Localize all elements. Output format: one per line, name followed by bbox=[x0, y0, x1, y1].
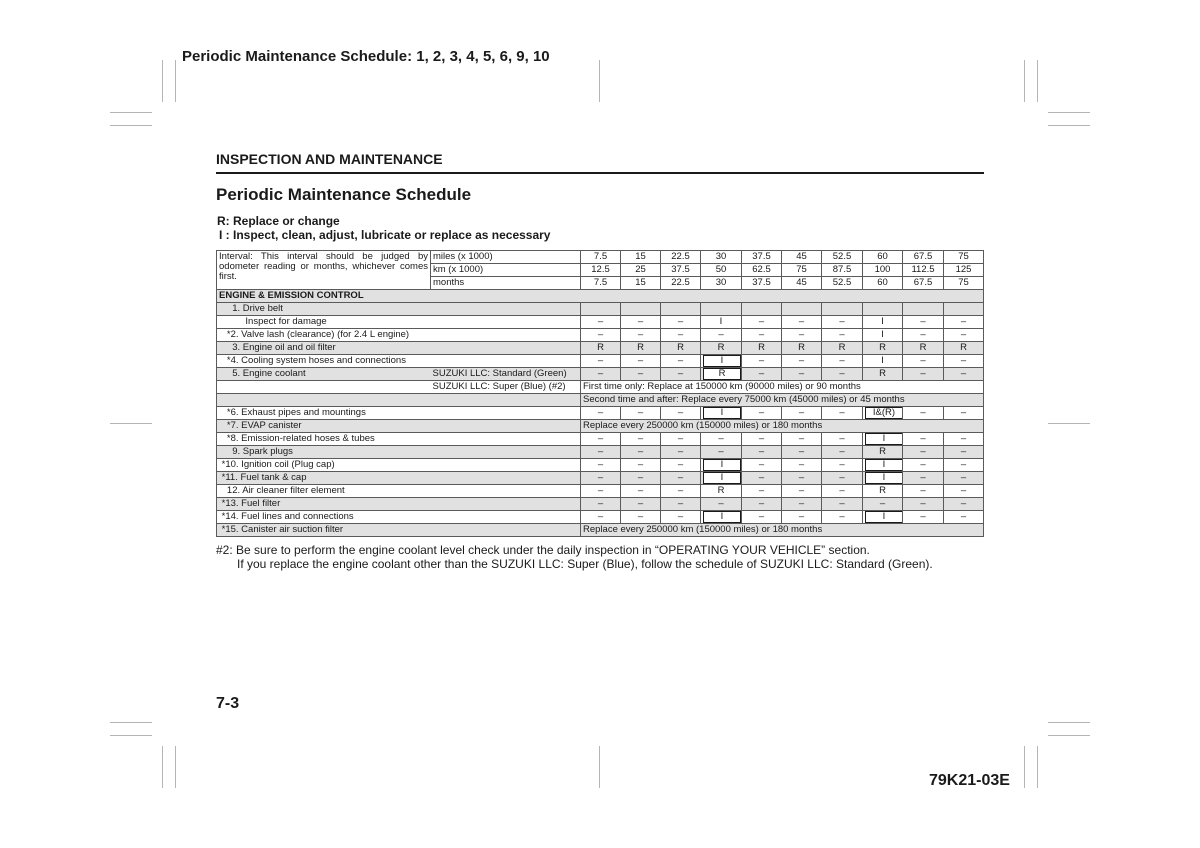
interval-value: 37.5 bbox=[742, 251, 782, 264]
schedule-value: – bbox=[903, 329, 944, 342]
crop-mark bbox=[1048, 722, 1090, 723]
schedule-value: – bbox=[944, 511, 984, 524]
item-subtype bbox=[431, 316, 581, 329]
maintenance-item: *2. Valve lash (clearance) (for 2.4 L engine) bbox=[217, 329, 431, 342]
crop-mark bbox=[162, 60, 163, 102]
schedule-cell bbox=[863, 459, 903, 472]
schedule-value: R bbox=[863, 446, 903, 459]
interval-note: Interval: This interval should be judged by odometer reading or months, whichever comes first. bbox=[217, 251, 431, 290]
schedule-value: – bbox=[661, 485, 701, 498]
schedule-value: – bbox=[944, 498, 984, 511]
schedule-value: R bbox=[661, 342, 701, 355]
schedule-value: – bbox=[621, 407, 661, 420]
schedule-value: – bbox=[661, 407, 701, 420]
item-subtype bbox=[431, 433, 581, 446]
footnote-line: #2: Be sure to perform the engine coolant level check under the daily inspection in “OPERATING YOUR VEHICLE” section. bbox=[216, 543, 870, 557]
interval-value: 100 bbox=[863, 264, 903, 277]
schedule-value: – bbox=[822, 446, 863, 459]
schedule-value: R bbox=[863, 342, 903, 355]
schedule-cell bbox=[863, 472, 903, 485]
schedule-value bbox=[944, 303, 984, 316]
table-row bbox=[217, 485, 984, 498]
maintenance-item: *6. Exhaust pipes and mountings bbox=[217, 407, 431, 420]
schedule-value: – bbox=[701, 433, 742, 446]
schedule-note: Second time and after: Replace every 75000 km (45000 miles) or 45 months bbox=[581, 394, 984, 407]
schedule-value: – bbox=[621, 368, 661, 381]
schedule-value: – bbox=[581, 498, 621, 511]
schedule-value: – bbox=[944, 407, 984, 420]
schedule-value: I bbox=[863, 355, 903, 368]
interval-value: 52.5 bbox=[822, 251, 863, 264]
schedule-value: R bbox=[621, 342, 661, 355]
schedule-value: R bbox=[701, 485, 742, 498]
table-row bbox=[217, 511, 984, 524]
schedule-value: – bbox=[822, 316, 863, 329]
schedule-value: – bbox=[903, 407, 944, 420]
interval-value: 75 bbox=[944, 277, 984, 290]
crop-mark bbox=[110, 722, 152, 723]
interval-value: 22.5 bbox=[661, 251, 701, 264]
schedule-value: – bbox=[581, 433, 621, 446]
crop-mark bbox=[110, 423, 152, 424]
schedule-value: – bbox=[742, 472, 782, 485]
schedule-value: – bbox=[581, 329, 621, 342]
interval-unit: miles (x 1000) bbox=[431, 251, 581, 264]
schedule-value: – bbox=[944, 368, 984, 381]
page-number: 7-3 bbox=[216, 695, 240, 712]
schedule-value: – bbox=[822, 472, 863, 485]
schedule-value: – bbox=[903, 485, 944, 498]
schedule-value: – bbox=[661, 459, 701, 472]
schedule-value: – bbox=[661, 472, 701, 485]
interval-value: 45 bbox=[782, 251, 822, 264]
schedule-value bbox=[822, 303, 863, 316]
item-subtype: SUZUKI LLC: Standard (Green) bbox=[431, 368, 581, 381]
schedule-value: R bbox=[581, 342, 621, 355]
schedule-value: – bbox=[581, 459, 621, 472]
item-subtype bbox=[431, 355, 581, 368]
interval-value: 50 bbox=[701, 264, 742, 277]
interval-value: 7.5 bbox=[581, 251, 621, 264]
item-subtype bbox=[431, 524, 581, 537]
table-row bbox=[217, 394, 984, 407]
crop-mark bbox=[175, 746, 176, 788]
interval-unit: km (x 1000) bbox=[431, 264, 581, 277]
schedule-value: – bbox=[782, 316, 822, 329]
schedule-value: – bbox=[903, 368, 944, 381]
maintenance-item: *8. Emission-related hoses & tubes bbox=[217, 433, 431, 446]
item-subtype bbox=[431, 498, 581, 511]
schedule-value: – bbox=[581, 485, 621, 498]
item-subtype bbox=[431, 329, 581, 342]
crop-mark bbox=[1037, 746, 1038, 788]
schedule-value: – bbox=[581, 368, 621, 381]
schedule-value: – bbox=[903, 433, 944, 446]
interval-value: 75 bbox=[944, 251, 984, 264]
schedule-value: R bbox=[863, 368, 903, 381]
schedule-value: – bbox=[903, 511, 944, 524]
schedule-value: – bbox=[621, 498, 661, 511]
schedule-value: – bbox=[581, 446, 621, 459]
schedule-value: – bbox=[782, 368, 822, 381]
interval-value: 60 bbox=[863, 277, 903, 290]
schedule-value: I bbox=[703, 355, 741, 367]
schedule-value: – bbox=[742, 485, 782, 498]
schedule-value: – bbox=[782, 459, 822, 472]
interval-value: 67.5 bbox=[903, 277, 944, 290]
schedule-value: – bbox=[661, 368, 701, 381]
crop-mark bbox=[1048, 112, 1090, 113]
item-subtype bbox=[431, 342, 581, 355]
schedule-value bbox=[621, 303, 661, 316]
schedule-value: R bbox=[863, 485, 903, 498]
item-subtype bbox=[431, 459, 581, 472]
schedule-value: – bbox=[782, 446, 822, 459]
table-row bbox=[217, 342, 984, 355]
schedule-value: – bbox=[944, 459, 984, 472]
crop-mark bbox=[1037, 60, 1038, 102]
schedule-value: R bbox=[782, 342, 822, 355]
schedule-value: – bbox=[742, 511, 782, 524]
maintenance-item bbox=[217, 394, 431, 407]
schedule-value: – bbox=[581, 472, 621, 485]
maintenance-item: *14. Fuel lines and connections bbox=[217, 511, 431, 524]
maintenance-item: *4. Cooling system hoses and connections bbox=[217, 355, 431, 368]
interval-value: 30 bbox=[701, 251, 742, 264]
schedule-value: I bbox=[865, 511, 903, 523]
schedule-value: – bbox=[621, 355, 661, 368]
schedule-value: – bbox=[782, 407, 822, 420]
section-heading: INSPECTION AND MAINTENANCE bbox=[216, 151, 443, 167]
legend-replace: R: Replace or change bbox=[217, 214, 340, 228]
maintenance-schedule-table bbox=[216, 250, 984, 537]
schedule-value: – bbox=[782, 511, 822, 524]
schedule-value: – bbox=[822, 459, 863, 472]
table-row bbox=[217, 420, 984, 433]
schedule-value: – bbox=[944, 316, 984, 329]
interval-value: 62.5 bbox=[742, 264, 782, 277]
schedule-value: – bbox=[944, 329, 984, 342]
item-subtype: SUZUKI LLC: Super (Blue) (#2) bbox=[431, 381, 581, 394]
schedule-value: – bbox=[661, 511, 701, 524]
schedule-value: – bbox=[903, 355, 944, 368]
item-subtype bbox=[431, 420, 581, 433]
interval-value: 67.5 bbox=[903, 251, 944, 264]
table-row bbox=[217, 498, 984, 511]
crop-mark bbox=[599, 746, 600, 788]
schedule-value: – bbox=[782, 433, 822, 446]
crop-mark bbox=[110, 125, 152, 126]
schedule-cell bbox=[701, 459, 742, 472]
schedule-value: I bbox=[865, 433, 903, 445]
schedule-value: – bbox=[661, 316, 701, 329]
schedule-value: I bbox=[865, 459, 903, 471]
schedule-note: First time only: Replace at 150000 km (90000 miles) or 90 months bbox=[581, 381, 984, 394]
schedule-value: – bbox=[944, 472, 984, 485]
item-subtype bbox=[431, 511, 581, 524]
schedule-value: – bbox=[621, 459, 661, 472]
schedule-value: – bbox=[661, 498, 701, 511]
legend bbox=[217, 214, 550, 242]
schedule-value: – bbox=[581, 407, 621, 420]
schedule-value: R bbox=[701, 342, 742, 355]
schedule-value: I&(R) bbox=[865, 407, 903, 419]
interval-value: 15 bbox=[621, 251, 661, 264]
schedule-value: – bbox=[822, 511, 863, 524]
schedule-note: Replace every 250000 km (150000 miles) or 180 months bbox=[581, 420, 984, 433]
schedule-value: – bbox=[903, 316, 944, 329]
schedule-value: – bbox=[742, 316, 782, 329]
schedule-cell bbox=[701, 355, 742, 368]
maintenance-item: *7. EVAP canister bbox=[217, 420, 431, 433]
interval-value: 75 bbox=[782, 264, 822, 277]
crop-mark bbox=[1048, 125, 1090, 126]
schedule-value: – bbox=[822, 407, 863, 420]
interval-value: 45 bbox=[782, 277, 822, 290]
crop-mark bbox=[1024, 746, 1025, 788]
schedule-value: – bbox=[944, 355, 984, 368]
footnote bbox=[216, 543, 933, 571]
schedule-value: – bbox=[822, 485, 863, 498]
schedule-value: – bbox=[822, 329, 863, 342]
schedule-value: I bbox=[863, 329, 903, 342]
schedule-value bbox=[701, 303, 742, 316]
schedule-value: – bbox=[863, 498, 903, 511]
interval-value: 37.5 bbox=[661, 264, 701, 277]
footnote-line: If you replace the engine coolant other than the SUZUKI LLC: Super (Blue), follow the schedule of SUZUKI LLC: Standard (Green). bbox=[237, 557, 933, 571]
maintenance-item: 3. Engine oil and oil filter bbox=[217, 342, 431, 355]
schedule-value: – bbox=[581, 355, 621, 368]
schedule-value: – bbox=[661, 446, 701, 459]
schedule-value: – bbox=[903, 498, 944, 511]
schedule-cell bbox=[701, 472, 742, 485]
maintenance-item: *15. Canister air suction filter bbox=[217, 524, 431, 537]
schedule-value: – bbox=[742, 459, 782, 472]
document-code: 79K21-03E bbox=[929, 772, 1010, 789]
schedule-value: – bbox=[701, 446, 742, 459]
schedule-value: – bbox=[701, 498, 742, 511]
schedule-value: – bbox=[742, 446, 782, 459]
schedule-value: – bbox=[742, 407, 782, 420]
item-subtype bbox=[431, 446, 581, 459]
interval-row bbox=[217, 251, 984, 264]
legend-inspect: I : Inspect, clean, adjust, lubricate or replace as necessary bbox=[219, 228, 551, 242]
schedule-value: – bbox=[621, 472, 661, 485]
schedule-value: – bbox=[621, 446, 661, 459]
table-row bbox=[217, 524, 984, 537]
interval-value: 7.5 bbox=[581, 277, 621, 290]
schedule-cell bbox=[863, 407, 903, 420]
maintenance-item: 12. Air cleaner filter element bbox=[217, 485, 431, 498]
schedule-value: – bbox=[782, 329, 822, 342]
item-subtype bbox=[431, 472, 581, 485]
group-header: ENGINE & EMISSION CONTROL bbox=[217, 290, 984, 303]
table-row bbox=[217, 303, 984, 316]
schedule-value: – bbox=[903, 459, 944, 472]
crop-mark bbox=[599, 60, 600, 102]
schedule-value: R bbox=[903, 342, 944, 355]
schedule-value: I bbox=[703, 472, 741, 484]
schedule-value: R bbox=[742, 342, 782, 355]
schedule-cell bbox=[701, 511, 742, 524]
schedule-value: – bbox=[742, 355, 782, 368]
item-subtype bbox=[431, 407, 581, 420]
table-row bbox=[217, 355, 984, 368]
schedule-value bbox=[863, 303, 903, 316]
table-row bbox=[217, 381, 984, 394]
schedule-value: – bbox=[742, 433, 782, 446]
maintenance-item: 5. Engine coolant bbox=[217, 368, 431, 381]
interval-value: 87.5 bbox=[822, 264, 863, 277]
schedule-value: I bbox=[703, 407, 741, 419]
schedule-value: R bbox=[944, 342, 984, 355]
schedule-value: – bbox=[782, 485, 822, 498]
maintenance-item: *10. Ignition coil (Plug cap) bbox=[217, 459, 431, 472]
schedule-cell bbox=[863, 433, 903, 446]
maintenance-item: 1. Drive belt bbox=[217, 303, 431, 316]
schedule-note: Replace every 250000 km (150000 miles) or 180 months bbox=[581, 524, 984, 537]
crop-mark bbox=[162, 746, 163, 788]
crop-mark bbox=[1024, 60, 1025, 102]
crop-mark bbox=[1048, 423, 1090, 424]
table-row bbox=[217, 407, 984, 420]
schedule-value: – bbox=[661, 329, 701, 342]
table-row bbox=[217, 329, 984, 342]
schedule-value bbox=[903, 303, 944, 316]
schedule-value: – bbox=[944, 485, 984, 498]
crop-mark bbox=[110, 735, 152, 736]
schedule-value: – bbox=[621, 329, 661, 342]
interval-value: 15 bbox=[621, 277, 661, 290]
schedule-cell bbox=[863, 511, 903, 524]
maintenance-item: 9. Spark plugs bbox=[217, 446, 431, 459]
running-title: Periodic Maintenance Schedule: 1, 2, 3, 4, 5, 6, 9, 10 bbox=[182, 48, 550, 65]
interval-value: 52.5 bbox=[822, 277, 863, 290]
schedule-cell bbox=[701, 407, 742, 420]
interval-value: 112.5 bbox=[903, 264, 944, 277]
schedule-value: – bbox=[661, 433, 701, 446]
maintenance-item: Inspect for damage bbox=[217, 316, 431, 329]
schedule-value: – bbox=[701, 329, 742, 342]
schedule-value: – bbox=[903, 446, 944, 459]
schedule-value: I bbox=[863, 316, 903, 329]
table-row bbox=[217, 472, 984, 485]
schedule-value: – bbox=[782, 498, 822, 511]
table-row bbox=[217, 459, 984, 472]
group-header-row bbox=[217, 290, 984, 303]
schedule-value bbox=[581, 303, 621, 316]
item-subtype bbox=[431, 485, 581, 498]
schedule-value: – bbox=[944, 446, 984, 459]
schedule-value: – bbox=[621, 485, 661, 498]
item-subtype bbox=[431, 303, 581, 316]
schedule-value: – bbox=[742, 498, 782, 511]
schedule-value: – bbox=[903, 472, 944, 485]
schedule-value: – bbox=[581, 511, 621, 524]
table-row bbox=[217, 368, 984, 381]
schedule-value: – bbox=[944, 433, 984, 446]
table-row bbox=[217, 433, 984, 446]
schedule-value: I bbox=[701, 316, 742, 329]
schedule-value: – bbox=[581, 316, 621, 329]
schedule-value: – bbox=[621, 511, 661, 524]
interval-unit: months bbox=[431, 277, 581, 290]
interval-value: 25 bbox=[621, 264, 661, 277]
schedule-value: – bbox=[742, 368, 782, 381]
schedule-value: – bbox=[621, 316, 661, 329]
schedule-value: – bbox=[782, 355, 822, 368]
interval-value: 12.5 bbox=[581, 264, 621, 277]
schedule-value: I bbox=[703, 511, 741, 523]
interval-value: 37.5 bbox=[742, 277, 782, 290]
table-row bbox=[217, 316, 984, 329]
schedule-value: – bbox=[742, 329, 782, 342]
item-subtype bbox=[431, 394, 581, 407]
crop-mark bbox=[175, 60, 176, 102]
schedule-value: – bbox=[822, 355, 863, 368]
schedule-value: – bbox=[661, 355, 701, 368]
table-row bbox=[217, 446, 984, 459]
schedule-value: – bbox=[621, 433, 661, 446]
schedule-cell bbox=[701, 368, 742, 381]
interval-value: 125 bbox=[944, 264, 984, 277]
schedule-value: – bbox=[822, 433, 863, 446]
schedule-value: – bbox=[822, 368, 863, 381]
schedule-value: R bbox=[822, 342, 863, 355]
schedule-value bbox=[742, 303, 782, 316]
interval-value: 30 bbox=[701, 277, 742, 290]
schedule-value: I bbox=[865, 472, 903, 484]
maintenance-item: *11. Fuel tank & cap bbox=[217, 472, 431, 485]
interval-value: 22.5 bbox=[661, 277, 701, 290]
crop-mark bbox=[1048, 735, 1090, 736]
schedule-value: – bbox=[822, 498, 863, 511]
section-rule bbox=[216, 172, 984, 174]
schedule-value bbox=[661, 303, 701, 316]
schedule-value: – bbox=[782, 472, 822, 485]
schedule-value: I bbox=[703, 459, 741, 471]
maintenance-item bbox=[217, 381, 431, 394]
interval-value: 60 bbox=[863, 251, 903, 264]
maintenance-item: *13. Fuel filter bbox=[217, 498, 431, 511]
schedule-value: R bbox=[703, 368, 741, 380]
page-title: Periodic Maintenance Schedule bbox=[216, 185, 472, 204]
schedule-value bbox=[782, 303, 822, 316]
crop-mark bbox=[110, 112, 152, 113]
